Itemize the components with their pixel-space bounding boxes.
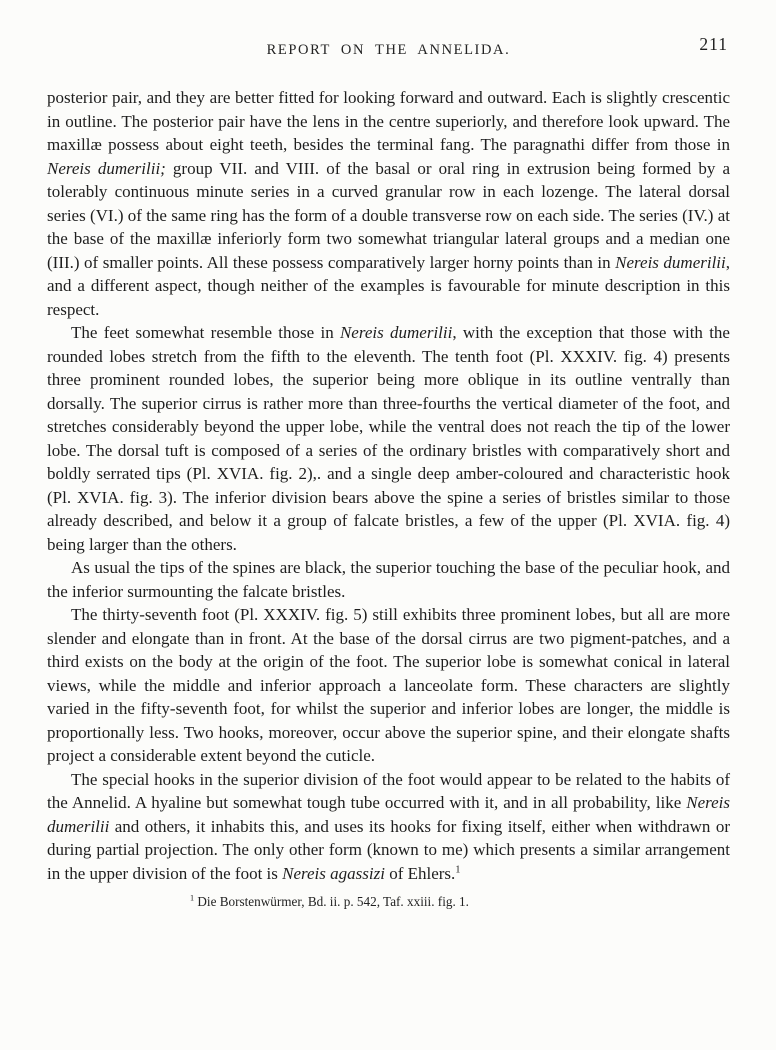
text-segment: and others, it inhabits this, and uses its hooks for fixing itself, either when withdrawn or during partial projection. The only other form (known to me) which presents a similar arrangement in the upper division of the foot is — [47, 816, 730, 883]
text-segment: As usual the tips of the spines are black, the superior touching the base of the peculiar hook, and the inferior surmounting the falcate bristles. — [47, 558, 730, 601]
species-name: Nereis dumerilii — [339, 323, 453, 342]
running-title: REPORT ON THE ANNELIDA. — [266, 42, 511, 58]
footnote-marker: 1 — [190, 893, 195, 903]
paragraph — [47, 321, 730, 556]
species-name: Nereis agassizi — [282, 863, 385, 883]
paragraph — [47, 86, 730, 321]
species-name: Nereis dumerilii — [615, 252, 726, 272]
footnote — [47, 894, 730, 910]
page-number: 211 — [699, 34, 728, 54]
text-segment: posterior pair, and they are better fitted for looking forward and outward. Each is slightly crescentic in outline. The posterior pair have the lens in the centre superiorly, and therefore look upward. The maxillæ possess about eight teeth, besides the terminal fang. The paragnathi differ from those in — [47, 88, 730, 154]
paragraph — [47, 603, 730, 768]
paragraph — [47, 768, 730, 886]
footnote-reference: 1 — [455, 863, 461, 875]
text-segment: group VII. and VIII. of the basal or oral ring in extrusion being formed by a tolerably continuous minute series in a curved granular row in each lozenge. The lateral dorsal series (VI.) of the same ring has the form of a double transverse row on each side. The series (IV.) at the base of the maxillæ inferiorly form two somewhat triangular lateral groups and a median one (III.) of smaller points. All these possess comparatively larger horny points than in — [47, 158, 730, 272]
text-segment: of Ehlers. — [384, 863, 456, 883]
paragraph — [47, 556, 730, 603]
species-name: Nereis dumerilii; — [47, 158, 166, 178]
text-segment: , with the exception that those with the rounded lobes stretch from the fifth to the eleventh. The tenth foot (Pl. XXXIV. fig. 4) presents three prominent rounded lobes, the superior being more oblique in its outline ventrally than dorsally. The superior cirrus is rather more than three-fourths the vertical diameter of the foot, and stretches considerably beyond the upper lobe, while the ventral does not reach the tip of the lower lobe. The dorsal tuft is composed of a series of the ordinary bristles with comparatively short and boldly serrated tips (Pl. XVIA. fig. 2),. and a single deep amber-coloured and characteristic hook (Pl. XVIA. fig. 3). The inferior division bears above the spine a series of bristles similar to those already described, and below it a group of falcate bristles, a few of the upper (Pl. XVIA. fig. 4) being larger than the others. — [47, 323, 730, 554]
page-header — [47, 34, 730, 64]
text-segment: , and a different aspect, though neither of the examples is favourable for minute description in this respect. — [47, 252, 730, 319]
text-segment: The feet somewhat resemble those in — [71, 323, 340, 342]
species-name: Nereis dumerilii — [47, 793, 730, 836]
text-segment: The thirty-seventh foot (Pl. XXXIV. fig. 5) still exhibits three prominent lobes, but all are more slender and elongate than in front. At the base of the dorsal cirrus are two pigment-patches, and a third exists on the body at the origin of the foot. The superior lobe is somewhat conical in lateral views, while the middle and inferior approach a lanceolate form. These characters are slightly varied in the fifty-seventh foot, for whilst the superior and inferior lobes are longer, the middle is proportionally less. Two hooks, moreover, occur above the superior spine, and their elongate shafts project a considerable extent beyond the cuticle. — [47, 605, 730, 765]
body-text — [47, 86, 730, 885]
footnote-text: Die Borstenwürmer, Bd. ii. p. 542, Taf. xxiii. fig. 1. — [194, 894, 469, 909]
text-segment: The special hooks in the superior division of the foot would appear to be related to the habits of the Annelid. A hyaline but somewhat tough tube occurred with it, and in all probability, like — [47, 769, 730, 812]
